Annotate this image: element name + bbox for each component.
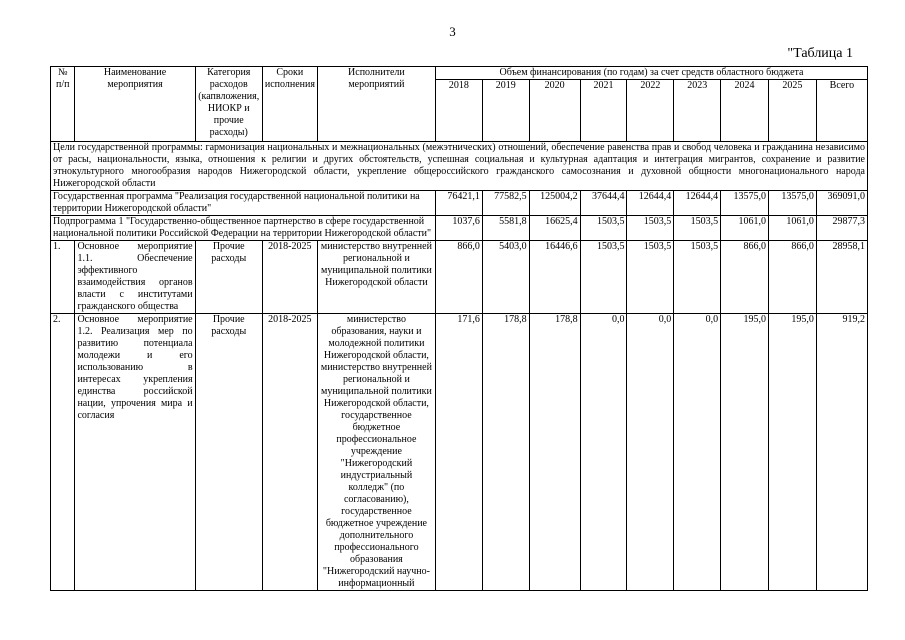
- program-value: 125004,2: [529, 191, 580, 216]
- row-name: Основное мероприятие 1.1. Обеспечение эффективного взаимодействия органов власти с институтами гражданского общества: [75, 241, 195, 314]
- program-value: 13575,0: [768, 191, 816, 216]
- header-name: Наименование мероприятия: [75, 67, 195, 142]
- row-value: 0,0: [627, 314, 674, 591]
- program-goals: Цели государственной программы: гармонизация национальных и межнациональных (межэтнических) отношений, обеспечение равенства прав и свобод человека и гражданина независимо от расы, национальности, языка, отношения к религии и других обстоятельств, успешная социальная и культурная адаптация и интеграция мигрантов, сохранение и развитие этнокультурного многообразия народов Нижегородской области, укрепление общероссийского гражданского самосознания и духовной общности многонационального народа Нижегородской области: [51, 142, 868, 191]
- row-value: 1503,5: [580, 241, 627, 314]
- row-value: 195,0: [721, 314, 769, 591]
- program-row: [51, 191, 868, 216]
- row-value: 1503,5: [627, 241, 674, 314]
- program-value: 37644,4: [580, 191, 627, 216]
- program-total: 369091,0: [816, 191, 867, 216]
- subprogram-value: 1061,0: [768, 216, 816, 241]
- row-category: Прочие расходы: [195, 314, 262, 591]
- program-value: 77582,5: [482, 191, 529, 216]
- subprogram-total: 29877,3: [816, 216, 867, 241]
- table-row: [51, 314, 868, 591]
- header-year: 2025: [768, 80, 816, 142]
- row-value: 0,0: [580, 314, 627, 591]
- row-value: 195,0: [768, 314, 816, 591]
- row-value: 866,0: [768, 241, 816, 314]
- table-row: [51, 241, 868, 314]
- row-num: 1.: [51, 241, 75, 314]
- row-value: 5403,0: [482, 241, 529, 314]
- row-terms: 2018-2025: [262, 314, 317, 591]
- header-year: 2024: [721, 80, 769, 142]
- row-total: 28958,1: [816, 241, 867, 314]
- program-value: 12644,4: [627, 191, 674, 216]
- row-name: Основное мероприятие 1.2. Реализация мер по развитию потенциала молодежи и его использованию в интересах укрепления единства российской нации, упрочения мира и согласия: [75, 314, 195, 591]
- row-value: 171,6: [435, 314, 482, 591]
- header-row: [51, 67, 868, 80]
- header-year: 2021: [580, 80, 627, 142]
- page-number: 3: [449, 24, 456, 39]
- row-value: 866,0: [435, 241, 482, 314]
- row-total: 919,2: [816, 314, 867, 591]
- header-financing: Объем финансирования (по годам) за счет средств областного бюджета: [435, 67, 867, 80]
- subprogram-value: 1061,0: [721, 216, 769, 241]
- subprogram-value: 5581,8: [482, 216, 529, 241]
- header-year: 2023: [674, 80, 721, 142]
- table-caption: "Таблица 1: [787, 46, 853, 61]
- header-year: 2020: [529, 80, 580, 142]
- row-value: 0,0: [674, 314, 721, 591]
- subprogram-row: [51, 216, 868, 241]
- header-year: 2018: [435, 80, 482, 142]
- subprogram-value: 1503,5: [580, 216, 627, 241]
- program-name: Государственная программа "Реализация государственной национальной политики на территории Нижегородской области": [51, 191, 436, 216]
- row-value: 178,8: [482, 314, 529, 591]
- subprogram-value: 1037,6: [435, 216, 482, 241]
- row-num: 2.: [51, 314, 75, 591]
- row-executors: министерство внутренней региональной и муниципальной политики Нижегородской области: [317, 241, 435, 314]
- subprogram-value: 16625,4: [529, 216, 580, 241]
- subprogram-name: Подпрограмма 1 "Государственно-общественное партнерство в сфере государственной национальной политики Российской Федерации на территории Нижегородской области": [51, 216, 436, 241]
- row-value: 16446,6: [529, 241, 580, 314]
- program-value: 12644,4: [674, 191, 721, 216]
- header-executors: Исполнители мероприятий: [317, 67, 435, 142]
- financing-table: [50, 66, 868, 591]
- header-year: 2022: [627, 80, 674, 142]
- row-terms: 2018-2025: [262, 241, 317, 314]
- subprogram-value: 1503,5: [627, 216, 674, 241]
- header-total: Всего: [816, 80, 867, 142]
- row-value: 178,8: [529, 314, 580, 591]
- subprogram-value: 1503,5: [674, 216, 721, 241]
- header-year: 2019: [482, 80, 529, 142]
- goal-row: [51, 142, 868, 191]
- row-value: 866,0: [721, 241, 769, 314]
- header-num: № п/п: [51, 67, 75, 142]
- row-value: 1503,5: [674, 241, 721, 314]
- header-terms: Сроки исполнения: [262, 67, 317, 142]
- program-value: 76421,1: [435, 191, 482, 216]
- header-category: Категория расходов (капвложения, НИОКР и прочие расходы): [195, 67, 262, 142]
- program-value: 13575,0: [721, 191, 769, 216]
- row-executors: министерство образования, науки и молодежной политики Нижегородской области, министерство внутренней региональной и муниципальной политики Нижегородской области, государственное бюджетное профессиональное учреждение "Нижегородский индустриальный колледж" (по согласованию), государственное бюджетное учреждение дополнительного профессионального образования "Нижегородский научно-информационный: [317, 314, 435, 591]
- row-category: Прочие расходы: [195, 241, 262, 314]
